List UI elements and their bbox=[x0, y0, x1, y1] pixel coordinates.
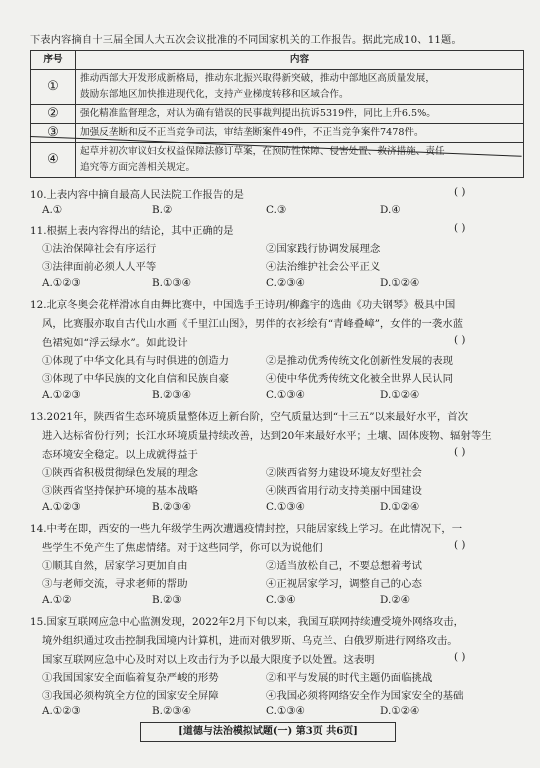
q13-option-c: C.①③④ bbox=[266, 501, 305, 513]
q14-item-4: ④正视居家学习，调整自己的心态 bbox=[266, 578, 422, 590]
q13-item-3: ③陕西省坚持保护环境的基本战略 bbox=[42, 485, 198, 497]
row-line: 强化精准监督理念，对认为确有错误的民事裁判提出抗诉5319件，同比上升6.5%。 bbox=[80, 108, 436, 119]
q15-item-4: ④我国必须将网络安全作为国家安全的基础 bbox=[266, 690, 464, 702]
q10-option-b: B.② bbox=[152, 204, 173, 216]
q14-stem-line: 些学生不免产生了焦虑情绪。对于这些同学，你可以为说他们 bbox=[42, 542, 323, 554]
q15-option-a: A.①②③ bbox=[42, 705, 81, 717]
q13-option-a: A.①②③ bbox=[42, 501, 81, 513]
q15-option-d: D.①②④ bbox=[380, 705, 420, 717]
q15-stem-line: 国家互联网应急中心及时对以上攻击行为予以最大限度予以处置。这表明 bbox=[42, 654, 375, 666]
answer-paren: ( ) bbox=[454, 186, 466, 198]
q13-stem-line: 进入达标省份行列；长江水环境质量持续改善，达到20年来最好水平；土壤、固体废物、辐射等生 bbox=[42, 430, 492, 442]
q13-item-1: ①陕西省积极贯彻绿色发展的理念 bbox=[42, 467, 198, 479]
q14-option-a: A.①② bbox=[42, 594, 72, 606]
q15-option-c: C.①③④ bbox=[266, 705, 305, 717]
q11-item-3: ③法律面前必须人人平等 bbox=[42, 261, 157, 273]
q12-item-2: ②是推动优秀传统文化创新性发展的表现 bbox=[266, 355, 454, 367]
row-number: ③ bbox=[31, 124, 76, 143]
q13-option-d: D.①②④ bbox=[380, 501, 420, 513]
q15-item-3: ③我国必须构筑全方位的国家安全屏障 bbox=[42, 690, 219, 702]
page-footer: [道德与法治模拟试题(一) 第3页 共6页] bbox=[140, 722, 396, 742]
q14-option-c: C.③④ bbox=[266, 594, 296, 606]
q15-stem-line: 15.国家互联网应急中心监测发现，2022年2月下旬以来，我国互联网持续遭受境外网络攻击， bbox=[30, 616, 465, 628]
q12-option-d: D.①②④ bbox=[380, 389, 420, 401]
q12-item-4: ④使中华优秀传统文化被全世界人民认同 bbox=[266, 373, 454, 385]
row-line: 鼓励东部地区加快推进现代化，支持产业梯度转移和区域合作。 bbox=[80, 89, 349, 100]
q14-item-3: ③与老师交流，寻求老师的帮助 bbox=[42, 578, 188, 590]
q12-option-a: A.①②③ bbox=[42, 389, 81, 401]
q12-stem-line: 风，比赛服亦取自古代山水画《千里江山图》，男伴的衣衫绘有“青峰叠嶂”，女伴的一袭水蓝 bbox=[42, 318, 464, 330]
q14-option-d: D.②④ bbox=[380, 594, 410, 606]
table-row bbox=[31, 105, 524, 124]
row-number: ② bbox=[31, 105, 76, 124]
q13-stem-line: 13.2021年，陕西省生态环境质量整体迈上新台阶，空气质量达到“十三五”以来最好水平，首次 bbox=[30, 411, 469, 423]
q15-stem-line: 境外组织通过攻击控制我国境内计算机，进而对俄罗斯、乌克兰、白俄罗斯进行网络攻击。 bbox=[42, 635, 458, 647]
answer-paren: ( ) bbox=[454, 222, 466, 234]
row-line: 起草并初次审议妇女权益保障法修订草案，在预防性保障、侵害处置、救济措施、责任 bbox=[80, 146, 445, 157]
q11-option-a: A.①②③ bbox=[42, 277, 81, 289]
q12-stem-line: 色裙宛如“浮云绿水”。如此设计 bbox=[42, 337, 188, 349]
answer-paren: ( ) bbox=[454, 651, 466, 663]
row-number: ① bbox=[31, 70, 76, 105]
q12-item-1: ①体现了中华文化具有与时俱进的创造力 bbox=[42, 355, 230, 367]
q13-item-2: ②陕西省努力建设环境友好型社会 bbox=[266, 467, 422, 479]
table-header-content: 内容 bbox=[76, 51, 524, 70]
row-content bbox=[76, 105, 524, 124]
q11-option-b: B.①③④ bbox=[152, 277, 191, 289]
row-line: 推动西部大开发形成新格局，推动东北振兴取得新突破，推动中部地区高质量发展， bbox=[80, 73, 435, 84]
q11-item-2: ②国家践行协调发展理念 bbox=[266, 243, 381, 255]
answer-paren: ( ) bbox=[454, 446, 466, 458]
table-header-row bbox=[31, 51, 524, 70]
row-content bbox=[76, 70, 524, 105]
q10-option-c: C.③ bbox=[266, 204, 287, 216]
q12-option-c: C.①③④ bbox=[266, 389, 305, 401]
report-table bbox=[30, 50, 524, 178]
q14-stem-line: 14.中考在即，西安的一些九年级学生两次遭遇疫情封控，只能居家线上学习。在此情况下，一 bbox=[30, 523, 463, 535]
q11-item-1: ①法治保障社会有序运行 bbox=[42, 243, 157, 255]
q11-stem: 11.根据上表内容得出的结论，其中正确的是 bbox=[30, 225, 234, 237]
answer-paren: ( ) bbox=[454, 539, 466, 551]
table-header-no: 序号 bbox=[31, 51, 76, 70]
q12-option-b: B.②③④ bbox=[152, 389, 191, 401]
intro-text: 下表内容摘自十三届全国人大五次会议批准的不同国家机关的工作报告。据此完成10、11题。 bbox=[30, 35, 462, 46]
q13-stem-line: 态环境安全稳定。以上成就得益于 bbox=[42, 449, 198, 461]
q15-option-b: B.②③④ bbox=[152, 705, 191, 717]
q15-item-2: ②和平与发展的时代主题仍面临挑战 bbox=[266, 672, 433, 684]
q10-stem: 10.上表内容中摘自最高人民法院工作报告的是 bbox=[30, 189, 244, 201]
q15-item-1: ①我国国家安全面临着复杂严峻的形势 bbox=[42, 672, 219, 684]
q10-option-d: D.④ bbox=[380, 204, 401, 216]
q11-option-d: D.①②④ bbox=[380, 277, 420, 289]
table-row bbox=[31, 143, 524, 178]
answer-paren: ( ) bbox=[454, 334, 466, 346]
q13-item-4: ④陕西省用行动支持美丽中国建设 bbox=[266, 485, 422, 497]
q13-option-b: B.②③④ bbox=[152, 501, 191, 513]
table-row bbox=[31, 70, 524, 105]
q12-item-3: ③体现了中华民族的文化自信和民族自豪 bbox=[42, 373, 230, 385]
q14-item-1: ①顺其自然，居家学习更加自由 bbox=[42, 560, 188, 572]
row-number: ④ bbox=[31, 143, 76, 178]
q14-item-2: ②适当放松自己，不要总想着考试 bbox=[266, 560, 422, 572]
q11-option-c: C.②③④ bbox=[266, 277, 305, 289]
row-line: 加强反垄断和反不正当竞争司法，审结垄断案件49件，不正当竞争案件7478件。 bbox=[80, 127, 424, 138]
q11-item-4: ④法治维护社会公平正义 bbox=[266, 261, 381, 273]
q14-option-b: B.②③ bbox=[152, 594, 182, 606]
q10-option-a: A.① bbox=[42, 204, 63, 216]
row-line: 追究等方面完善相关规定。 bbox=[80, 162, 196, 173]
q12-stem-line: 12.北京冬奥会花样滑冰自由舞比赛中，中国选手王诗玥/柳鑫宇的选曲《功夫钢琴》极具中国 bbox=[30, 299, 456, 311]
